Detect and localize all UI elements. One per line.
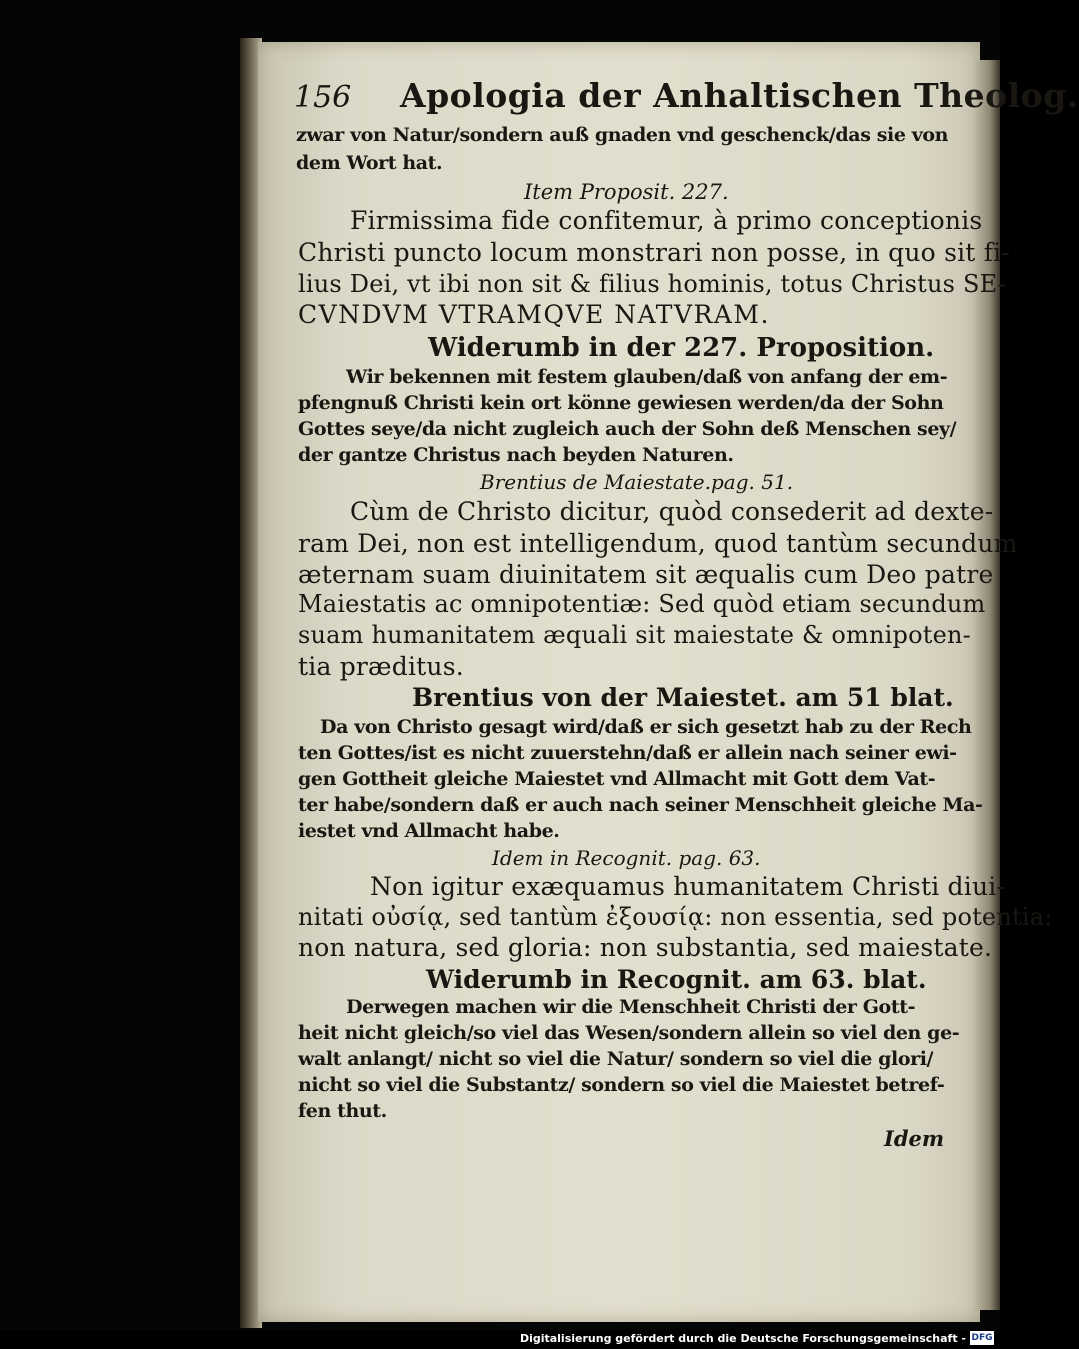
text-line: Gottes seye/da nicht zugleich auch der Sohn deß Menschen sey/ xyxy=(298,418,957,440)
text-line: æternam suam diuinitatem sit æqualis cum Deo patre xyxy=(298,560,994,589)
text-line: walt anlangt/ nicht so viel die Natur/ sondern so viel die glori/ xyxy=(298,1048,934,1070)
text-line: ten Gottes/ist es nicht zuuerstehn/daß er allein nach seiner ewi- xyxy=(298,742,957,764)
section-heading: Brentius von der Maiestet. am 51 blat. xyxy=(412,683,954,712)
text-line: iestet vnd Allmacht habe. xyxy=(298,820,560,842)
text-line: CVNDVM VTRAMQVE NATVRAM. xyxy=(298,300,770,329)
text-line: Firmissima fide confitemur, à primo conceptionis xyxy=(350,206,983,235)
text-line: lius Dei, vt ibi non sit & filius hominis, totus Christus SE- xyxy=(298,270,1007,298)
text-line: heit nicht gleich/so viel das Wesen/sondern allein so viel den ge- xyxy=(298,1022,960,1044)
text-line: dem Wort hat. xyxy=(296,152,443,174)
text-line: nitati οὐσίᾳ, sed tantùm ἐξουσίᾳ: non essentia, sed potentia: xyxy=(298,903,1053,931)
text-line: gen Gottheit gleiche Maiestet vnd Allmacht mit Gott dem Vat- xyxy=(298,768,936,790)
text-line: fen thut. xyxy=(298,1100,387,1122)
text-line: Wir bekennen mit festem glauben/daß von anfang der em- xyxy=(346,366,948,388)
catchword: Idem xyxy=(884,1126,945,1151)
citation-heading: Item Proposit. 227. xyxy=(524,180,729,204)
text-line: der gantze Christus nach beyden Naturen. xyxy=(298,444,734,466)
page-number: 156 xyxy=(294,80,352,115)
text-line: Cùm de Christo dicitur, quòd consederit ad dexte- xyxy=(350,497,994,526)
running-title: Apologia der Anhaltischen Theolog. xyxy=(400,76,1079,115)
text-line: Derwegen machen wir die Menschheit Christi der Gott- xyxy=(346,996,916,1018)
text-line: ram Dei, non est intelligendum, quod tantùm secundum xyxy=(298,529,1018,558)
text-line: tia præditus. xyxy=(298,652,464,681)
text-line: nicht so viel die Substantz/ sondern so viel die Maiestet betref- xyxy=(298,1074,945,1096)
text-line: pfengnuß Christi kein ort könne gewiesen werden/da der Sohn xyxy=(298,392,944,414)
citation-heading: Brentius de Maiestate.pag. 51. xyxy=(480,470,794,494)
text-line: zwar von Natur/sondern auß gnaden vnd geschenck/das sie von xyxy=(296,124,949,146)
text-line: Non igitur exæquamus humanitatem Christi diui- xyxy=(370,872,1006,901)
section-heading: Widerumb in der 227. Proposition. xyxy=(428,333,935,363)
text-line: non natura, sed gloria: non substantia, sed maiestate. xyxy=(298,933,993,962)
text-line: ter habe/sondern daß er auch nach seiner Menschheit gleiche Ma- xyxy=(298,794,983,816)
text-line: suam humanitatem æquali sit maiestate & omnipoten- xyxy=(298,621,971,649)
text-line: Christi puncto locum monstrari non posse, in quo sit fi- xyxy=(298,238,1010,267)
dfg-logo: DFG xyxy=(971,1333,993,1343)
funding-credit: Digitalisierung gefördert durch die Deutsche Forschungsgemeinschaft - xyxy=(519,1332,966,1345)
citation-heading: Idem in Recognit. pag. 63. xyxy=(492,846,761,870)
text-line: Maiestatis ac omnipotentiæ: Sed quòd etiam secundum xyxy=(298,590,986,618)
text-line: Da von Christo gesagt wird/daß er sich gesetzt hab zu der Rech xyxy=(320,716,972,738)
section-heading: Widerumb in Recognit. am 63. blat. xyxy=(426,965,927,994)
